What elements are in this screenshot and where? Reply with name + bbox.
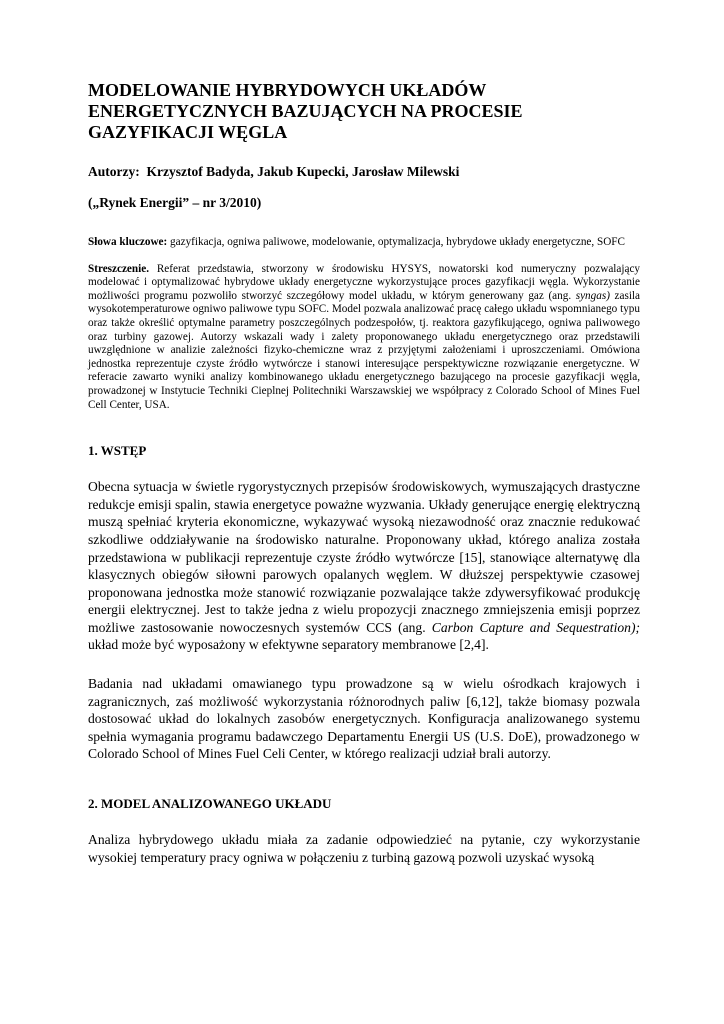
abstract-text-part1: Referat przedstawia, stworzony w środowisku HYSYS, nowatorski kod numeryczny pozwalający modelować i optymalizować hybrydowe układy energetyczne wykorzystujące proces gazyfikacji węgla. Wykorzystanie możliwości programu pozwoliło stworzyć szczegółowy model układu, w którym generowany gaz (ang. bbox=[88, 262, 640, 302]
keywords-block bbox=[88, 236, 640, 250]
keywords-label: Słowa kluczowe: bbox=[88, 236, 168, 248]
keywords-text: gazyfikacja, ogniwa paliwowe, modelowanie, optymalizacja, hybrydowe układy energetyczne, SOFC bbox=[170, 236, 625, 248]
intro-paragraph-1 bbox=[88, 478, 640, 654]
abstract-text-part2: zasila wysokotemperaturowe ogniwo paliwowe typu SOFC. Model pozwala analizować pracę całego układu wspomnianego typu oraz także określić optymalne parametry poszczególnych podzespołów, tj. reaktora gazyfikującego, ogniwa paliwowego oraz turbiny gazowej. Autorzy wskazali wady i zalety proponowanego układu energetycznego oraz przedstawili uwzględnione w analizie zależności fizyko-chemiczne wraz z przyjętymi założeniami i uproszczeniami. Omówiona jednostka reprezentuje czyste źródło wytwórcze i stanowi interesujące perspektywiczne rozwiązanie energetyczne. W referacie zawarto wyniki analizy kombinowanego układu energetycznego bazującego na procesie gazyfikacji węgla, prowadzonej w Instytucie Techniki Cieplnej Politechniki Warszawskiej we współpracy z Colorado School of Mines Fuel Cell Center, USA. bbox=[88, 289, 640, 411]
section-heading-model: 2. MODEL ANALIZOWANEGO UKŁADU bbox=[88, 796, 332, 812]
intro-p1-text-a: Obecna sytuacja w świetle rygorystycznych przepisów środowiskowych, wymuszających drastyczne redukcje emisji spalin, stawia energetyce poważne wyzwania. Układy generujące energię elektryczną muszą spełniać kryteria ekonomiczne, wykazywać wysoką niezawodność oraz znacznie redukować szkodliwe oddziaływanie na środowisko naturalne. Proponowany układ, którego analiza została przedstawiona w publikacji reprezentuje czyste źródło wytwórcze [15], stanowiące alternatywę dla klasycznych obiegów siłowni parowych opalanych węglem. W dłuższej perspektywie czasowej proponowana jednostka może stanowić rozwiązanie pozwalające także zdywersyfikować produkcję energii elektrycznej. Jest to także jedna z wielu propozycji znacznego zmniejszenia emisji poprzez możliwe zastosowanie nowoczesnych systemów CCS (ang. bbox=[88, 479, 640, 635]
intro-p1-italic: Carbon Capture and Sequestration); bbox=[431, 619, 641, 635]
abstract-block bbox=[88, 263, 640, 413]
publication-source: („Rynek Energii” – nr 3/2010) bbox=[88, 195, 262, 210]
intro-p1-text-b: układ może być wyposażony w efektywne separatory membranowe [2,4]. bbox=[88, 637, 489, 653]
authors-label: Autorzy: bbox=[88, 164, 140, 179]
abstract-label: Streszczenie. bbox=[88, 262, 149, 275]
model-paragraph-1: Analiza hybrydowego układu miała za zadanie odpowiedzieć na pytanie, czy wykorzystanie wysokiej temperatury pracy ogniwa w połączeniu z turbiną gazową pozwoli uzyskać wysoką bbox=[88, 832, 640, 865]
authors-line bbox=[88, 163, 640, 181]
document-page bbox=[88, 80, 640, 866]
authors-names: Krzysztof Badyda, Jakub Kupecki, Jarosław Milewski bbox=[146, 164, 460, 179]
paper-title: MODELOWANIE HYBRYDOWYCH UKŁADÓW ENERGETYCZNYCH BAZUJĄCYCH NA PROCESIE GAZYFIKACJI WĘGLA bbox=[88, 80, 523, 142]
intro-paragraph-2: Badania nad układami omawianego typu prowadzone są w wielu ośrodkach krajowych i zagranicznych, zaś możliwość wykorzystania różnorodnych paliw [6,12], także biomasy pozwala dostosować układ do lokalnych zasobów energetycznych. Konfiguracja analizowanego systemu spełnia wymagania programu badawczego Departamentu Energii US (U.S. DoE), prowadzonego w Colorado School of Mines Fuel Celi Center, w którego realizacji udział brali autorzy. bbox=[88, 676, 640, 762]
section-heading-intro: 1. WSTĘP bbox=[88, 443, 147, 459]
abstract-syngas-term: syngas) bbox=[575, 289, 610, 302]
